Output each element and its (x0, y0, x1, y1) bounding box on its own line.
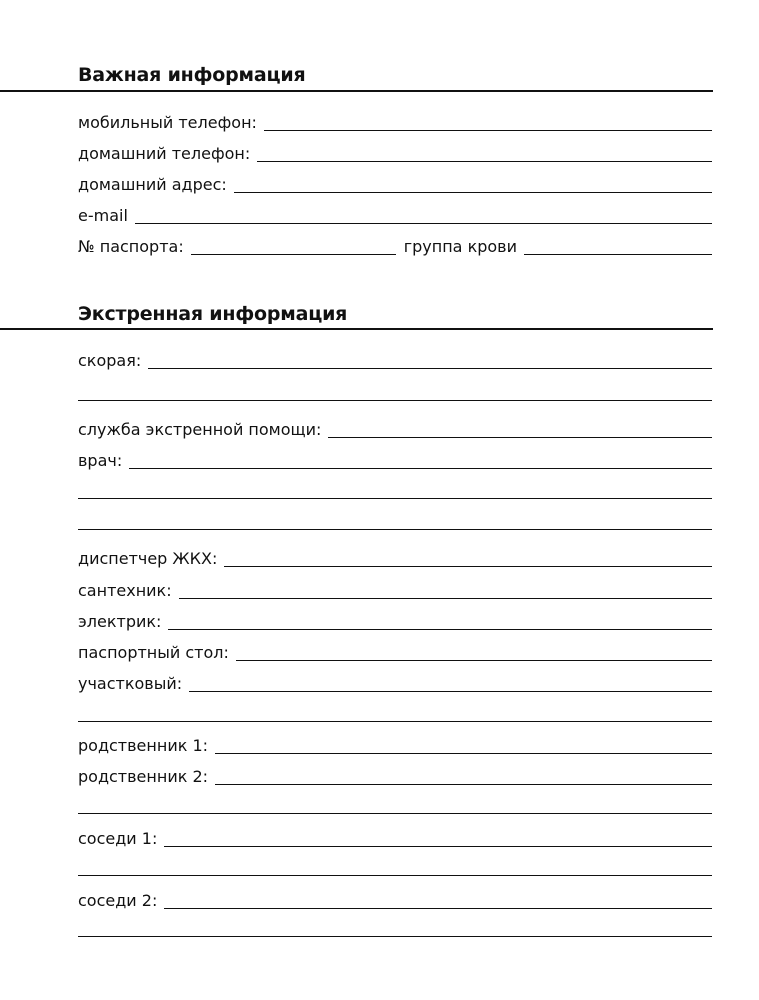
blank-line[interactable] (78, 813, 712, 814)
mobile-phone-field[interactable] (264, 130, 712, 131)
neighbors2-label: соседи 2: (78, 891, 158, 910)
passport-field[interactable] (191, 254, 396, 255)
mobile-phone-row (78, 110, 712, 132)
electrician-field[interactable] (168, 629, 712, 630)
housing-dispatcher-field[interactable] (224, 566, 712, 567)
relative2-row (78, 764, 712, 786)
housing-dispatcher-label: диспетчер ЖКХ: (78, 549, 218, 568)
housing-dispatcher-row (78, 546, 712, 568)
ambulance-label: скорая: (78, 351, 142, 370)
passport-blood-row (78, 234, 712, 256)
district-officer-row (78, 671, 712, 693)
plumber-field[interactable] (179, 598, 712, 599)
district-officer-label: участковый: (78, 674, 183, 693)
plumber-label: сантехник: (78, 581, 172, 600)
ambulance-row (78, 348, 712, 370)
email-row (78, 203, 712, 225)
doctor-row (78, 448, 712, 470)
neighbors2-row (78, 888, 712, 910)
passport-office-label: паспортный стол: (78, 643, 229, 662)
home-phone-label: домашний телефон: (78, 144, 251, 163)
home-address-row (78, 172, 712, 194)
emergency-service-row (78, 417, 712, 439)
section-rule (0, 328, 713, 330)
ambulance-field[interactable] (148, 368, 712, 369)
blank-line[interactable] (78, 498, 712, 499)
email-label: e-mail (78, 206, 128, 225)
blank-line[interactable] (78, 400, 712, 401)
blank-line[interactable] (78, 721, 712, 722)
electrician-label: электрик: (78, 612, 162, 631)
passport-office-field[interactable] (236, 660, 712, 661)
relative1-label: родственник 1: (78, 736, 209, 755)
neighbors2-field[interactable] (164, 908, 712, 909)
emergency-service-label: служба экстренной помощи: (78, 420, 322, 439)
emergency-service-field[interactable] (328, 437, 712, 438)
doctor-field[interactable] (129, 468, 712, 469)
relative1-row (78, 733, 712, 755)
passport-office-row (78, 640, 712, 662)
neighbors1-field[interactable] (164, 846, 712, 847)
section-title-important: Важная информация (78, 64, 306, 86)
home-address-field[interactable] (234, 192, 712, 193)
blood-type-label: группа крови (403, 237, 517, 256)
relative2-field[interactable] (215, 784, 712, 785)
blank-line[interactable] (78, 936, 712, 937)
neighbors1-label: соседи 1: (78, 829, 158, 848)
relative2-label: родственник 2: (78, 767, 209, 786)
section-rule (0, 90, 713, 92)
neighbors1-row (78, 826, 712, 848)
section-title-emergency: Экстренная информация (78, 303, 348, 325)
district-officer-field[interactable] (189, 691, 712, 692)
electrician-row (78, 609, 712, 631)
blood-type-field[interactable] (524, 254, 712, 255)
home-phone-row (78, 141, 712, 163)
blank-line[interactable] (78, 875, 712, 876)
relative1-field[interactable] (215, 753, 712, 754)
blank-line[interactable] (78, 529, 712, 530)
home-phone-field[interactable] (257, 161, 712, 162)
email-field[interactable] (135, 223, 712, 224)
mobile-phone-label: мобильный телефон: (78, 113, 257, 132)
passport-label: № паспорта: (78, 237, 184, 256)
doctor-label: врач: (78, 451, 123, 470)
home-address-label: домашний адрес: (78, 175, 227, 194)
plumber-row (78, 578, 712, 600)
